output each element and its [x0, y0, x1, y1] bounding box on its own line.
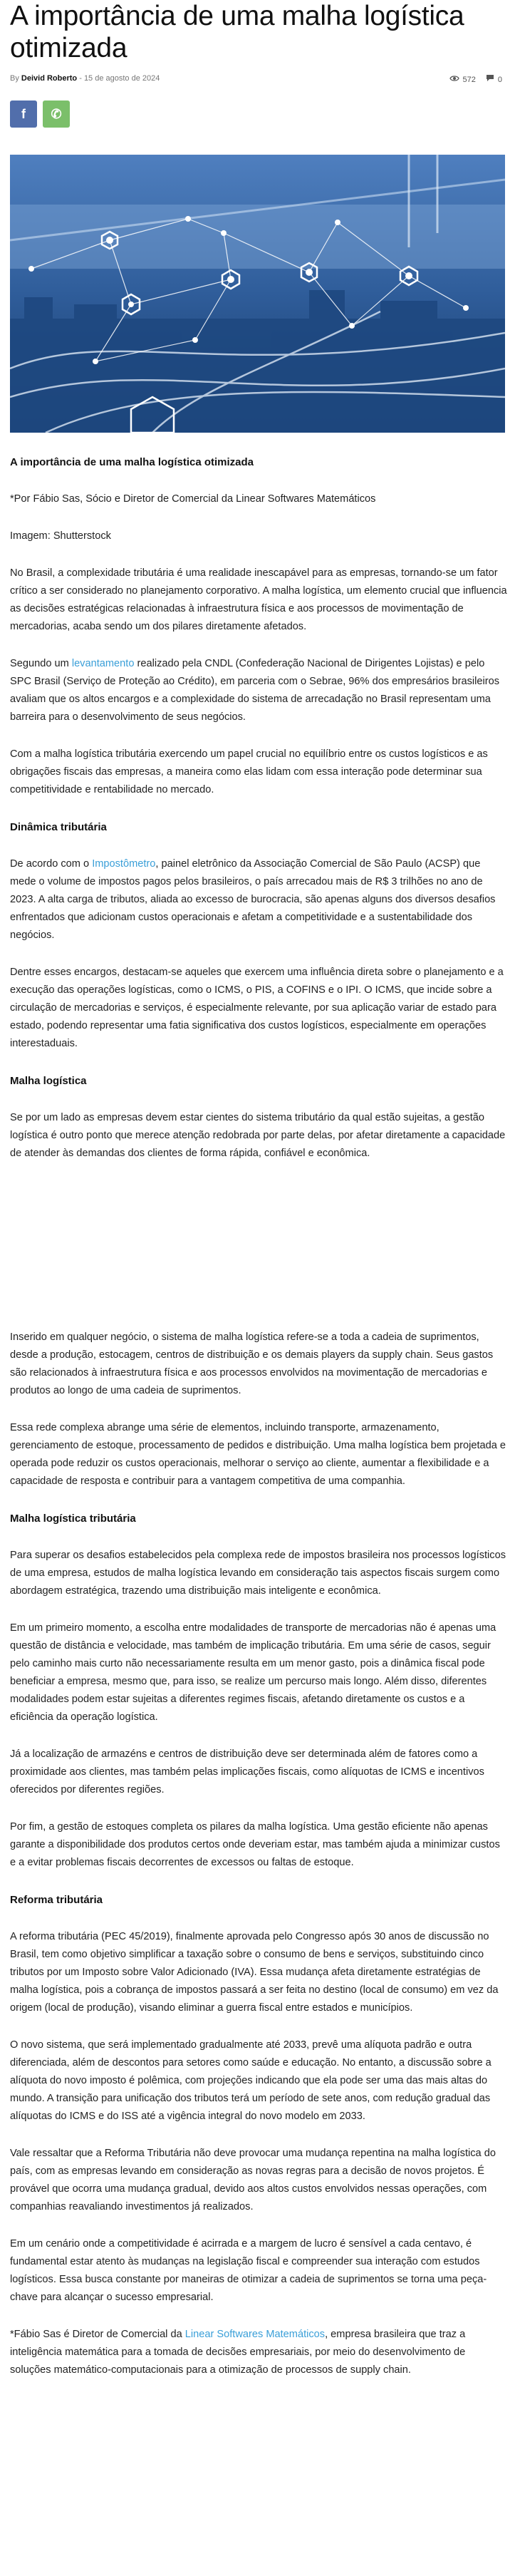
paragraph: O novo sistema, que será implementado gradualmente até 2033, prevê uma alíquota padrão e outra diferenciada, além de descontos para setores como saúde e educação. No entanto, a discussão sobre a alíquota do novo imposto é polêmica, com projeções indicando que ela pode ser uma das mais altas do mundo. A transição para unificação dos tributos terá um período de sete anos, com redução gradual das alíquotas do ICMS e do ISS até a vigência integral do novo modelo em 2033.: [10, 2039, 491, 2122]
facebook-share-button[interactable]: [10, 101, 37, 128]
paragraph: Por fim, a gestão de estoques completa os pilares da malha logística. Uma gestão eficiente não apenas garante a disponibilidade dos produtos certos onde deveriam estar, mas também ajuda a minimizar custos e a evitar problemas fiscais decorrentes de excessos ou faltas de estoque.: [10, 1821, 500, 1868]
section-heading-malha: Malha logística: [10, 1075, 87, 1087]
paragraph: *Fábio Sas é Diretor de Comercial da Linear Softwares Matemáticos, empresa brasileira que traz a inteligência matemática para a tomada de decisões empresariais, por meio do desenvolvimento de soluções matemático-computacionais para a otimização de processos de supply chain.: [10, 2329, 466, 2376]
paragraph: Segundo um levantamento realizado pela CNDL (Confederação Nacional de Dirigentes Lojistas) e pelo SPC Brasil (Serviço de Proteção ao Crédito), em parceria com o Sebrae, 96% dos empresários brasileiros avaliam que os altos encargos e a complexidade do sistema de arrecadação no Brasil representam uma barreira para o desenvolvimento de seus negócios.: [10, 658, 500, 723]
paragraph: Em um cenário onde a competitividade é acirrada e a margem de lucro é sensível a cada centavo, é fundamental estar atento às mudanças na legislação fiscal e compreender sua interação com estudos logísticos. Essa busca constante por maneiras de otimizar a cadeia de suprimentos se torna uma peça-chave para alcançar o sucesso empresarial.: [10, 2238, 487, 2303]
impostometro-link[interactable]: Impostômetro: [92, 858, 156, 870]
blank-space: [10, 1182, 509, 1329]
paragraph: Essa rede complexa abrange uma série de elementos, incluindo transporte, armazenamento, gerenciamento de estoque, processamento de pedidos e distribuição. Uma malha logística bem projetada e operada pode reduzir os custos operacionais, melhorar o serviço ao cliente, aumentar a flexibilidade e a capacidade de resposta e contribuir para a vantagem competitiva de uma companhia.: [10, 1422, 506, 1487]
paragraph: De acordo com o Impostômetro, painel eletrônico da Associação Comercial de São Paulo (ACSP) que mede o volume de impostos pagos pelos brasileiros, o país arrecadou mais de R$ 3 trilhões no ano de 2023. A alta carga de tributos, aliada ao excesso de burocracia, são apenas alguns dos diversos desafios enfrentados que adicionam custos operacionais e afetam a competitividade e a sustentabilidade dos negócios.: [10, 858, 496, 941]
paragraph: Dentre esses encargos, destacam-se aqueles que exercem uma influência direta sobre o planejamento e a execução das operações logísticas, como o ICMS, o PIS, a COFINS e o IPI. O ICMS, que incide sobre a circulação de mercadorias e serviços, é especialmente relevante, por sua aplicação variar de estado para estado, podendo representar uma fatia significativa dos custos logísticos, especialmente em operações interestaduais.: [10, 967, 504, 1049]
author-prefix: By: [10, 74, 19, 83]
image-credit: Imagem: Shutterstock: [10, 530, 111, 542]
meta-separator: -: [79, 74, 82, 83]
paragraph: No Brasil, a complexidade tributária é uma realidade inescapável para as empresas, tornando-se um fator crítico a ser considerado no planejamento corporativo. A malha logística, um elemento crucial que influencia as decisões estratégicas relacionadas à infraestrutura física e aos processos de movimentação de mercadorias, acaba sendo um dos pilares diretamente afetados.: [10, 567, 507, 632]
logistics-network-illustration: [10, 155, 505, 433]
section-heading-reforma: Reforma tributária: [10, 1894, 103, 1906]
whatsapp-share-button[interactable]: [43, 101, 70, 128]
paragraph: A reforma tributária (PEC 45/2019), finalmente aprovada pelo Congresso após 30 anos de discussão no Brasil, tem como objetivo simplificar a taxação sobre o consumo de bens e serviços, substituindo cinco tributos por um Imposto sobre Valor Adicionado (IVA). Essa mudança afeta diretamente estratégias de malha logística, pois a cobrança de impostos passará a ser feita no destino (local de consumo) em vez da origem (local de produção), visando eliminar a guerra fiscal entre estados e municípios.: [10, 1931, 499, 2014]
comments-count[interactable]: 0: [486, 74, 502, 84]
comment-icon: [486, 74, 494, 84]
page-title: A importância de uma malha logística otimizada: [10, 1, 464, 63]
section-heading-dinamica: Dinâmica tributária: [10, 821, 107, 833]
whatsapp-icon: ✆: [51, 106, 62, 121]
author-link[interactable]: Deivid Roberto: [21, 74, 78, 83]
levantamento-link[interactable]: levantamento: [71, 658, 135, 669]
article-heading: A importância de uma malha logística otimizada: [10, 456, 254, 468]
paragraph: Se por um lado as empresas devem estar cientes do sistema tributário da qual estão sujeitas, a gestão logística é outro ponto que merece atenção redobrada por parte delas, por afetar diretamente a capacidade de atender às demandas dos clientes de forma rápida, confiável e econômica.: [10, 1112, 506, 1159]
paragraph: Inserido em qualquer negócio, o sistema de malha logística refere-se a toda a cadeia de suprimentos, desde a produção, estocagem, centros de distribuição e os demais players da supply chain. Seus gastos são relacionados à infraestrutura física e aos processos envolvidos na movimentação de mercadorias e produtos ao longo de uma cadeia de suprimentos.: [10, 1331, 494, 1396]
post-meta: [10, 74, 160, 83]
share-buttons: [10, 101, 70, 128]
paragraph: Já a localização de armazéns e centros de distribuição deve ser determinada além de fatores como a proximidade aos clientes, mas também pelas implicações fiscais, como alíquotas de ICMS e incentivos oferecidos por diferentes regiões.: [10, 1748, 484, 1796]
paragraph: Em um primeiro momento, a escolha entre modalidades de transporte de mercadorias não é apenas uma questão de distância e velocidade, mas também de implicação tributária. Em uma série de casos, seguir pelo caminho mais curto não necessariamente resulta em um menor gasto, pois a dinâmica fiscal pode beneficiar a empresa, mesmo que, para isso, se realize um percurso mais longo. Além disso, diferentes modalidades podem estar sujeitas a diferentes regimes fiscais, afetando diretamente os custos e a eficiência da operação logística.: [10, 1622, 496, 1723]
eye-icon: [449, 75, 459, 84]
facebook-icon: f: [21, 106, 26, 121]
linear-softwares-link[interactable]: Linear Softwares Matemáticos: [184, 2329, 326, 2340]
paragraph: Com a malha logística tributária exercendo um papel crucial no equilíbrio entre os custos logísticos e as obrigações fiscais das empresas, a maneira como elas lidam com essa interação pode determinar sua competitividade e rentabilidade no mercado.: [10, 748, 488, 795]
post-date: 15 de agosto de 2024: [83, 74, 160, 83]
article-byline: *Por Fábio Sas, Sócio e Diretor de Comercial da Linear Softwares Matemáticos: [10, 493, 376, 505]
paragraph: Vale ressaltar que a Reforma Tributária não deve provocar uma mudança repentina na malha logística do país, com as empresas levando em consideração as novas regras para a decisão de novos projetos. É provável que ocorra uma mudança gradual, devido aos altos custos envolvidos nessas operações, com companhias reavaliando investimentos já realizados.: [10, 2148, 496, 2212]
section-heading-malha-tributaria: Malha logística tributária: [10, 1513, 136, 1525]
post-stats: [449, 74, 502, 84]
paragraph: Para superar os desafios estabelecidos pela complexa rede de impostos brasileira nos processos logísticos de uma empresa, estudos de malha logística levando em consideração tais aspectos fiscais surgem como abordagem estratégica, trazendo uma distribuição mais inteligente e econômica.: [10, 1550, 506, 1597]
article-body: [10, 453, 509, 2399]
featured-image: [10, 155, 505, 433]
views-count: 572: [449, 75, 476, 84]
